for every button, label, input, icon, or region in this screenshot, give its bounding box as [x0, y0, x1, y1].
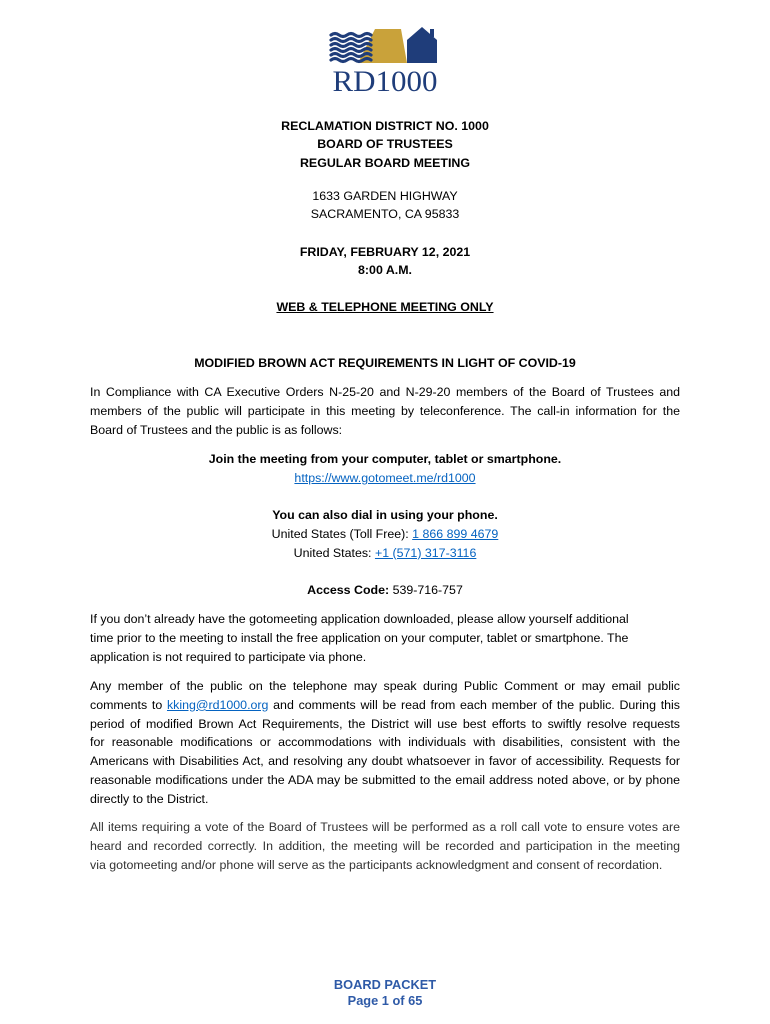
meeting-title-block [40, 117, 730, 172]
rd1000-logo [329, 24, 441, 94]
join-online-section [40, 450, 730, 488]
meeting-type: REGULAR BOARD MEETING [299, 155, 471, 170]
logo-wordmark: RD1000 [332, 65, 438, 94]
meeting-date: FRIDAY, FEBRUARY 12, 2021 [299, 245, 471, 259]
meeting-url-line [40, 469, 730, 488]
public-comment-line-2-end: and comments will be read from each member of the public. During this [268, 697, 680, 712]
logo-house-icon [407, 27, 437, 63]
access-code-line [40, 581, 730, 600]
logo-waves-icon [331, 34, 371, 62]
toll-free-number-link[interactable]: 1 866 899 4679 [412, 526, 499, 541]
section-heading: MODIFIED BROWN ACT REQUIREMENTS IN LIGHT OF COVID-19 [194, 356, 576, 370]
email-link[interactable]: kking@rd1000.org [166, 697, 269, 712]
city-state-zip: SACRAMENTO, CA 95833 [310, 207, 460, 222]
district-name: RECLAMATION DISTRICT NO. 1000 [281, 119, 489, 133]
board-name: BOARD OF TRUSTEES [317, 137, 453, 152]
roll-call-line-2: heard and recorded correctly. In addition, the meeting will be recorded and participation in the meeting [90, 838, 680, 853]
address-block [40, 187, 730, 224]
public-comment-line-1: Any member of the public on the telephone may speak during Public Comment or may email public [90, 679, 680, 693]
compliance-line-1: In Compliance with CA Executive Orders N-25-20 and N-29-20 members of the Board of Trustees and [90, 385, 680, 399]
date-time-block [40, 243, 730, 280]
app-note-line-2: time prior to the meeting to install the free application on your computer, tablet or smartphone. The [90, 630, 629, 645]
dial-in-instructions: You can also dial in using your phone. [272, 508, 498, 522]
public-comment-line-2 [90, 696, 680, 715]
meeting-mode-line [40, 298, 730, 316]
public-comment-line-7: directly to the District. [90, 791, 209, 806]
compliance-paragraph [90, 383, 680, 439]
app-note-paragraph [90, 610, 680, 666]
public-comment-line-2-start: comments to [90, 697, 167, 712]
public-comment-line-3: period of modified Brown Act Requirements, the District will use best efforts to swiftly resolve requests [90, 716, 680, 731]
toll-free-label: United States (Toll Free): [271, 526, 409, 541]
access-code-label: Access Code: [307, 583, 390, 597]
meeting-time: 8:00 A.M. [358, 263, 412, 278]
roll-call-line-1: All items requiring a vote of the Board of Trustees will be performed as a roll call vote to ensure votes are [90, 820, 680, 834]
board-packet-label: BOARD PACKET [333, 977, 437, 992]
public-comment-paragraph [90, 677, 680, 809]
meeting-url-link[interactable]: https://www.gotomeet.me/rd1000 [294, 470, 476, 485]
access-code-value: 539-716-757 [392, 583, 463, 597]
roll-call-paragraph [90, 818, 680, 874]
compliance-line-2: members of the public will participate in this meeting by teleconference. The call-in information for the [90, 403, 680, 418]
public-comment-line-6: reasonable modifications under the ADA may be submitted to the email address noted above, or by phone [90, 772, 680, 787]
app-note-line-1: If you don’t already have the gotomeeting application downloaded, please allow yourself additional [90, 612, 629, 626]
compliance-line-3: Board of Trustees and the public is as follows: [90, 422, 343, 437]
us-number-link[interactable]: +1 (571) 317-3116 [374, 545, 477, 560]
us-number-line [40, 544, 730, 563]
page-number: Page 1 of 65 [347, 993, 423, 1008]
toll-free-line [40, 525, 730, 544]
page-footer [40, 977, 730, 1009]
app-note-line-3: application is not required to participate via phone. [90, 649, 367, 664]
street-address: 1633 GARDEN HIGHWAY [312, 189, 458, 203]
join-instructions: Join the meeting from your computer, tablet or smartphone. [208, 452, 562, 466]
roll-call-line-3: via gotomeeting and/or phone will serve as the participants acknowledgment and consent of recordation. [90, 857, 663, 872]
public-comment-line-5: Americans with Disabilities Act, and resolving any doubt whatsoever in favor of accessibility. Requests for [90, 754, 680, 769]
meeting-mode: WEB & TELEPHONE MEETING ONLY [276, 300, 494, 314]
us-number-label: United States: [293, 545, 372, 560]
dial-in-section [40, 506, 730, 562]
public-comment-line-4: for reasonable modifications or accommodations with individuals with disabilities, consistent with the [90, 735, 680, 750]
